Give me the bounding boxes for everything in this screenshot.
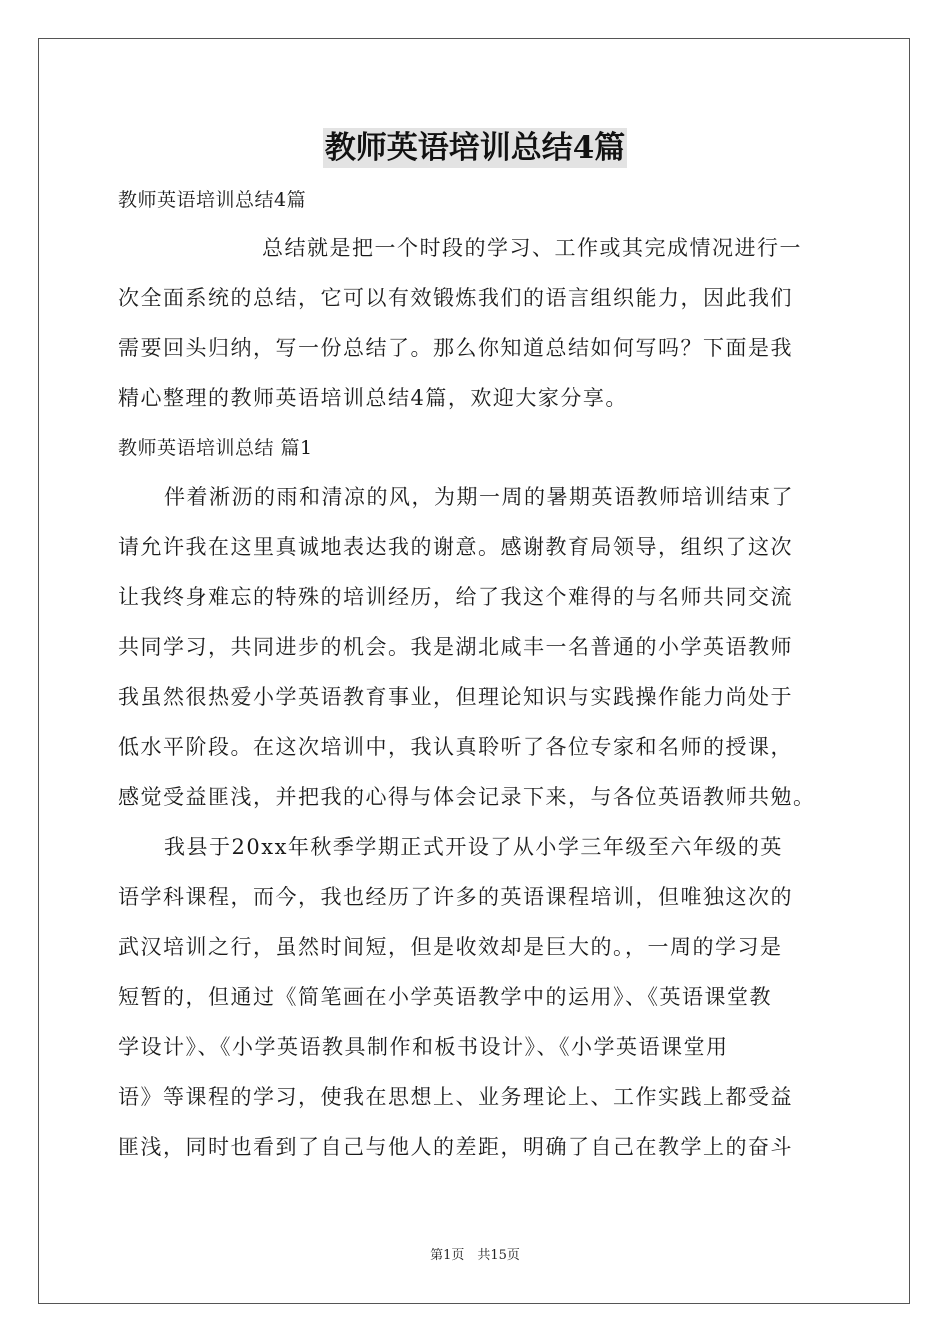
intro-line: 精心整理的教师英语培训总结4篇，欢迎大家分享。	[118, 386, 628, 410]
paragraph-line: 武汉培训之行，虽然时间短，但是收效却是巨大的。，一周的学习是	[118, 935, 783, 959]
paragraph-line: 伴着淅沥的雨和清凉的风，为期一周的暑期英语教师培训结束了	[164, 485, 794, 509]
paragraph-line: 共同学习，共同进步的机会。我是湖北咸丰一名普通的小学英语教师	[118, 635, 793, 659]
paragraph-line: 短暂的，但通过《简笔画在小学英语教学中的运用》、《英语课堂教	[118, 985, 772, 1009]
document-subtitle: 教师英语培训总结4篇	[118, 189, 307, 211]
intro-line: 需要回头归纳，写一份总结了。那么你知道总结如何写吗？下面是我	[118, 336, 793, 360]
paragraph-line: 我虽然很热爱小学英语教育事业，但理论知识与实践操作能力尚处于	[118, 685, 793, 709]
intro-line: 次全面系统的总结，它可以有效锻炼我们的语言组织能力，因此我们	[118, 286, 793, 310]
intro-line: 总结就是把一个时段的学习、工作或其完成情况进行一	[262, 236, 802, 260]
paragraph-line: 匪浅，同时也看到了自己与他人的差距，明确了自己在教学上的奋斗	[118, 1135, 793, 1159]
paragraph-line: 学设计》、《小学英语教具制作和板书设计》、《小学英语课堂用	[118, 1035, 729, 1059]
paragraph-line: 语》等课程的学习，使我在思想上、业务理论上、工作实践上都受益	[118, 1085, 793, 1109]
page-footer: 第1页 共15页	[430, 1248, 520, 1263]
paragraph-line: 低水平阶段。在这次培训中，我认真聆听了各位专家和名师的授课，	[118, 735, 793, 759]
document-title: 教师英语培训总结4篇	[324, 130, 626, 166]
paragraph-line: 我县于20xx年秋季学期正式开设了从小学三年级至六年级的英	[164, 835, 783, 859]
title-container	[0, 128, 950, 168]
section-heading: 教师英语培训总结 篇1	[118, 437, 313, 459]
paragraph-line: 语学科课程，而今，我也经历了许多的英语课程培训，但唯独这次的	[118, 885, 793, 909]
paragraph-line: 请允许我在这里真诚地表达我的谢意。感谢教育局领导，组织了这次	[118, 535, 793, 559]
paragraph-line: 让我终身难忘的特殊的培训经历，给了我这个难得的与名师共同交流	[118, 585, 793, 609]
paragraph-line: 感觉受益匪浅，并把我的心得与体会记录下来，与各位英语教师共勉。	[118, 785, 816, 809]
page-border	[38, 38, 910, 1304]
